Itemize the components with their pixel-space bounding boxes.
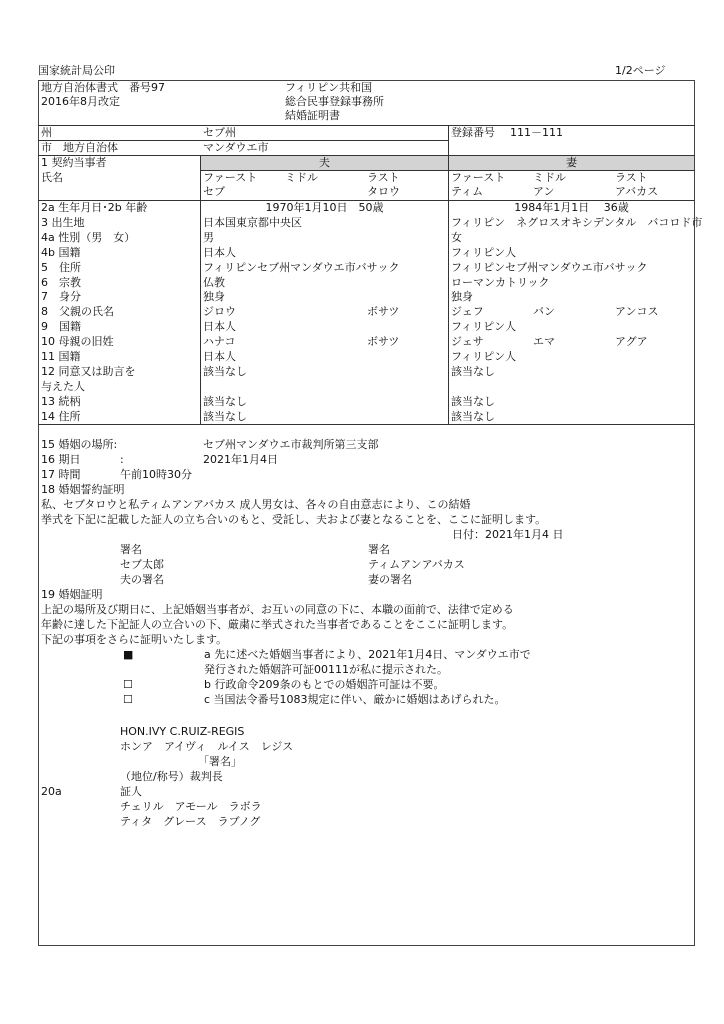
seal-label: 国家統計局公印 — [38, 64, 115, 77]
place-label: 15 婚姻の場所: — [41, 438, 118, 451]
wife-middle-name: アン — [533, 185, 555, 198]
witness-section-label: 20a — [41, 785, 62, 798]
divider — [38, 424, 695, 425]
row-label: 14 住所 — [41, 409, 81, 423]
husband-signature: セブ太郎 — [120, 558, 164, 571]
vow-label: 18 婚姻誓約証明 — [41, 483, 125, 496]
witness-name: ティタ グレース ラブノグ — [120, 815, 261, 828]
husband-first-col: ファースト — [203, 171, 258, 184]
husband-middle-col: ミドル — [285, 171, 318, 184]
husband-value: ジロウ — [203, 305, 236, 319]
officer-name-ja: ホンア アイヴィ ルイス レジス — [120, 740, 294, 753]
row-label: 7 身分 — [41, 290, 81, 304]
witness-label: 証人 — [120, 785, 142, 798]
wife-value: 該当なし — [451, 364, 495, 378]
husband-header: 夫 — [319, 156, 330, 169]
husband-value: 該当なし — [203, 364, 247, 378]
certification-label: 19 婚姻証明 — [41, 588, 103, 601]
date-label: 16 期日 — [41, 453, 81, 466]
city-value: マンダウエ市 — [203, 141, 269, 154]
husband-value: 日本国東京都中央区 — [203, 215, 302, 229]
row-label: 12 同意又は助言を — [41, 364, 136, 378]
wife-first-col: ファースト — [451, 171, 506, 184]
revision-date: 2016年8月改定 — [41, 95, 120, 108]
item-b-line-1: b 行政命令209条のもとでの婚姻許可証は不要。 — [204, 678, 445, 691]
wife-middle-col: ミドル — [533, 171, 566, 184]
row-label: 8 父親の氏名 — [41, 305, 114, 319]
wife-value: ジェフ — [451, 305, 484, 319]
row-label: 4a 性別（男 女） — [41, 230, 136, 244]
checkbox-c[interactable]: ☐ — [123, 693, 133, 706]
husband-last-name: タロウ — [367, 185, 400, 198]
wife-value: フィリピン人 — [451, 245, 517, 259]
country-name: フィリピン共和国 — [285, 81, 373, 94]
husband-value: 独身 — [203, 290, 225, 304]
wife-last-value: アンコス — [615, 305, 659, 319]
wife-value: フィリピン人 — [451, 320, 517, 334]
wife-middle-value: エマ — [533, 335, 555, 349]
vow-line-1: 私、セブタロウと私ティムアンアバカス 成人男女は、各々の自由意志により、この結婚 — [41, 498, 471, 511]
row-label: 13 続柄 — [41, 394, 81, 408]
wife-value: ジェサ — [451, 335, 484, 349]
office-name: 総合民事登録事務所 — [285, 95, 384, 108]
wife-value: 独身 — [451, 290, 473, 304]
item-a-line-2: 発行された婚姻許可証00111が私に提示された。 — [204, 663, 448, 676]
divider — [200, 155, 201, 424]
husband-last-value: ボサツ — [367, 305, 400, 319]
husband-value: 該当なし — [203, 394, 247, 408]
wife-value: ローマンカトリック — [451, 275, 550, 289]
registry-label: 登録番号 — [451, 126, 495, 139]
husband-last-value: ボサツ — [367, 335, 400, 349]
row-label: 9 国籍 — [41, 320, 81, 334]
document-title: 結婚証明書 — [285, 109, 340, 122]
parties-label: 1 契約当事者 — [41, 156, 107, 169]
checkbox-b[interactable]: ☐ — [123, 678, 133, 691]
wife-header: 妻 — [566, 156, 577, 169]
item-a-line-1: a 先に述べた婚姻当事者により、2021年1月4日、マンダウエ市で — [204, 648, 531, 661]
officer-name-en: HON.IVY C.RUIZ-REGIS — [120, 725, 245, 738]
wife-value: フィリピンセブ州マンダウエ市バサック — [451, 260, 648, 274]
item-c-line-1: c 当国法令番号1083規定に伴い、厳かに婚姻はあげられた。 — [204, 693, 506, 706]
husband-value: 日本人 — [203, 320, 236, 334]
divider — [38, 125, 695, 126]
wife-last-col: ラスト — [615, 171, 648, 184]
husband-first-name: セブ — [203, 185, 225, 198]
wife-value: 1984年1月1日 36歳 — [514, 201, 629, 214]
husband-value: フィリピンセブ州マンダウエ市バサック — [203, 260, 400, 274]
husband-value: 男 — [203, 230, 214, 244]
wife-value: 該当なし — [451, 394, 495, 408]
place-value: セブ州マンダウエ市裁判所第三支部 — [203, 438, 379, 451]
row-label: 3 出生地 — [41, 215, 85, 229]
page-number: 1/2ページ — [615, 64, 666, 77]
province-label: 州 — [41, 126, 52, 139]
row-label: 6 宗教 — [41, 275, 81, 289]
row-label: 5 住所 — [41, 260, 81, 274]
wife-first-name: ティム — [451, 185, 484, 198]
date-value: 2021年1月4日 — [203, 453, 278, 466]
wife-middle-value: バン — [533, 305, 555, 319]
wife-last-name: アバカス — [615, 185, 659, 198]
wife-sign-label: 署名 — [368, 543, 390, 556]
husband-value: ハナコ — [203, 335, 236, 349]
checkbox-a[interactable]: ■ — [123, 648, 134, 661]
witness-name: チェリル アモール ラボラ — [120, 800, 262, 813]
city-label: 市 地方自治体 — [41, 141, 118, 154]
husband-sign-caption: 夫の署名 — [120, 573, 164, 586]
name-label: 氏名 — [41, 171, 63, 184]
date-colon: : — [120, 453, 124, 466]
husband-value: 1970年1月10日 50歳 — [265, 201, 384, 214]
certification-line-1: 上記の場所及び期日に、上記婚姻当事者が、お互いの同意の下に、本職の面前で、法律で定める — [41, 603, 514, 616]
certification-line-2: 年齢に達した下記証人の立合いの下、厳粛に挙式された当事者であることをここに証明します。 — [41, 618, 514, 631]
husband-value: 日本人 — [203, 245, 236, 259]
husband-value: 日本人 — [203, 350, 236, 363]
wife-value: フィリピン ネグロスオキシデンタル バコロド市 — [451, 215, 703, 229]
wife-signature: ティムアンアバカス — [368, 558, 465, 571]
row-label: 4b 国籍 — [41, 245, 81, 259]
husband-sign-label: 署名 — [120, 543, 142, 556]
officer-title: （地位/称号）裁判長 — [120, 770, 223, 783]
certification-line-3: 下記の事項をさらに証明いたします。 — [41, 633, 228, 646]
form-number: 地方自治体書式 番号97 — [41, 81, 165, 94]
row-label: 11 国籍 — [41, 350, 81, 363]
husband-last-col: ラスト — [367, 171, 400, 184]
wife-last-value: アグア — [615, 335, 648, 349]
time-label: 17 時間 — [41, 468, 81, 481]
officer-signature-label: 「署名」 — [198, 755, 242, 768]
wife-value: 該当なし — [451, 409, 495, 423]
registry-value: 111－111 — [510, 126, 563, 139]
husband-value: 該当なし — [203, 409, 247, 423]
row-label: 10 母親の旧姓 — [41, 335, 114, 349]
wife-value: フィリピン人 — [451, 350, 517, 363]
vow-date: 日付：2021年1月4 日 — [452, 528, 564, 541]
wife-sign-caption: 妻の署名 — [368, 573, 412, 586]
time-value: 午前10時30分 — [120, 468, 192, 481]
row-label: 2a 生年月日･2b 年齢 — [41, 201, 148, 214]
vow-line-2: 挙式を下記に記載した証人の立ち合いのもと、受託し、夫および妻となることを、ここに証明します。 — [41, 513, 547, 526]
row-label: 与えた人 — [41, 379, 85, 393]
wife-value: 女 — [451, 230, 462, 244]
province-value: セブ州 — [203, 126, 236, 139]
husband-value: 仏教 — [203, 275, 225, 289]
